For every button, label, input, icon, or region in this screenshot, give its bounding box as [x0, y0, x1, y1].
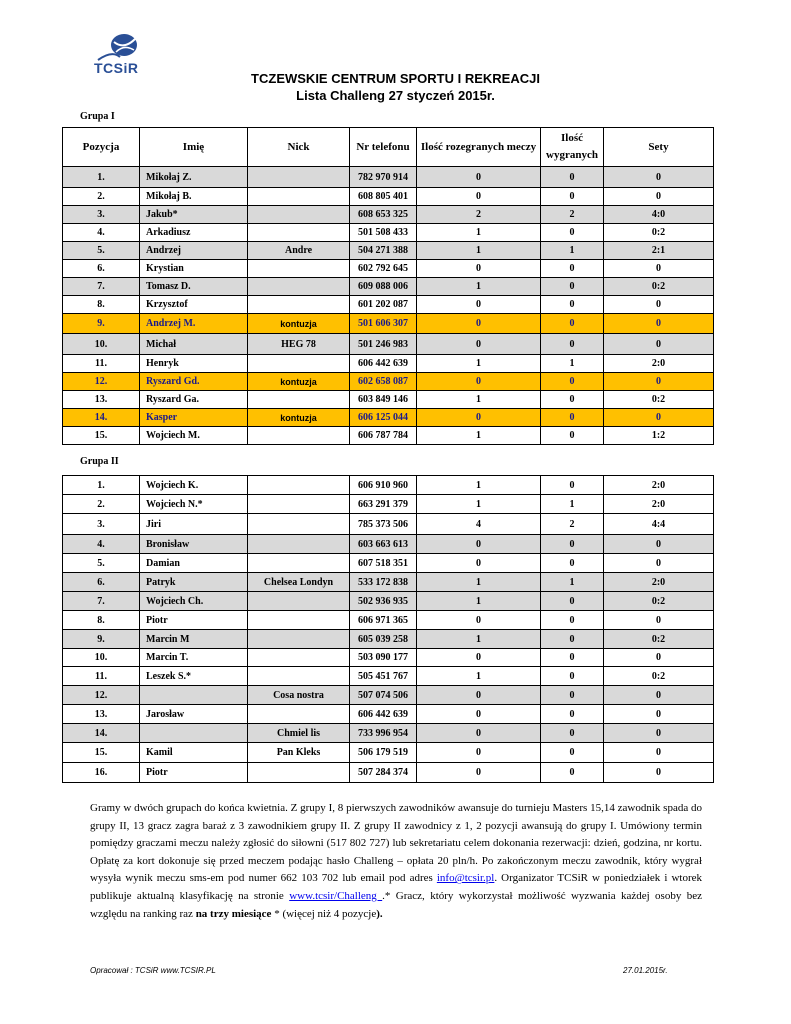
cell-phone: 733 996 954 — [350, 724, 417, 743]
table-row — [63, 495, 714, 514]
cell-played: 1 — [417, 278, 541, 296]
cell-won: 1 — [541, 573, 604, 592]
cell-phone: 501 246 983 — [350, 334, 417, 355]
cell-phone: 608 653 325 — [350, 206, 417, 224]
cell-phone: 609 088 006 — [350, 278, 417, 296]
note-text: Gramy w dwóch grupach do końca kwietnia. Z grupy I, 8 pierwszych zawodników awansuje do turnieju Masters 15,14 zawodnik spada do grupy II, 13 gracz zagra baraż z 3 zawodnikiem grupy II. Z grupy II zawodnicy z 1, 2 pozycji awansują do grupy I. Umówiony termin pomiędzy graczami meczu należy zgłosić do siłowni (517 802 727) lub sekretariatu celem dokonania rezerwacji: dzień, godzina, nr kortu. Opłatę za kort dokonuje się przed meczem podając hasło Challeng – opłata 20 pln/h. Po zakończonym meczu zawodnik, który wygrał wysyła wynik meczu sms-em pod numer 662 103 702 lub email pod adres — [90, 802, 702, 885]
cell-name — [140, 724, 248, 743]
cell-won: 0 — [541, 427, 604, 445]
cell-won: 0 — [541, 260, 604, 278]
cell-name — [140, 686, 248, 705]
table-row — [63, 167, 714, 188]
cell-pos: 1. — [63, 476, 140, 495]
cell-pos: 4. — [63, 224, 140, 242]
cell-phone: 606 442 639 — [350, 705, 417, 724]
cell-won: 0 — [541, 535, 604, 554]
cell-nick — [248, 391, 350, 409]
cell-sets: 0 — [604, 554, 714, 573]
cell-name: Andrzej — [140, 242, 248, 260]
cell-nick: Cosa nostra — [248, 686, 350, 705]
cell-played: 1 — [417, 476, 541, 495]
cell-phone: 601 202 087 — [350, 296, 417, 314]
cell-played: 0 — [417, 314, 541, 334]
cell-nick — [248, 554, 350, 573]
cell-played: 0 — [417, 554, 541, 573]
note-text: . Organizator TCSiR w poniedziałek i wtorek publikuje aktualną klasyfikację na stronie — [90, 872, 702, 902]
cell-nick — [248, 188, 350, 206]
table-row — [63, 188, 714, 206]
cell-pos: 10. — [63, 649, 140, 667]
cell-name: Krystian — [140, 260, 248, 278]
group2-table — [62, 475, 714, 783]
cell-pos: 9. — [63, 630, 140, 649]
cell-won: 0 — [541, 334, 604, 355]
table-row — [63, 649, 714, 667]
table-row — [63, 535, 714, 554]
cell-won: 0 — [541, 391, 604, 409]
cell-name: Andrzej M. — [140, 314, 248, 334]
page-title: TCZEWSKIE CENTRUM SPORTU I REKREACJI — [251, 71, 540, 86]
cell-sets: 0:2 — [604, 391, 714, 409]
cell-nick — [248, 611, 350, 630]
cell-played: 4 — [417, 514, 541, 535]
cell-sets: 0 — [604, 167, 714, 188]
cell-phone: 785 373 506 — [350, 514, 417, 535]
table-row — [63, 611, 714, 630]
cell-nick: kontuzja — [248, 409, 350, 427]
col-header: Sety — [604, 128, 714, 167]
cell-pos: 5. — [63, 554, 140, 573]
cell-played: 1 — [417, 495, 541, 514]
table-header-row — [63, 128, 714, 167]
cell-phone: 606 971 365 — [350, 611, 417, 630]
cell-won: 0 — [541, 630, 604, 649]
cell-name: Wojciech Ch. — [140, 592, 248, 611]
cell-phone: 602 792 645 — [350, 260, 417, 278]
cell-pos: 12. — [63, 686, 140, 705]
cell-sets: 0 — [604, 724, 714, 743]
table-row — [63, 514, 714, 535]
cell-won: 0 — [541, 611, 604, 630]
cell-won: 0 — [541, 724, 604, 743]
cell-played: 0 — [417, 296, 541, 314]
cell-nick — [248, 167, 350, 188]
table-row — [63, 476, 714, 495]
cell-pos: 7. — [63, 592, 140, 611]
cell-won: 1 — [541, 242, 604, 260]
cell-sets: 2:0 — [604, 355, 714, 373]
cell-pos: 13. — [63, 705, 140, 724]
cell-sets: 0 — [604, 260, 714, 278]
cell-played: 1 — [417, 355, 541, 373]
cell-phone: 603 849 146 — [350, 391, 417, 409]
cell-name: Ryszard Ga. — [140, 391, 248, 409]
cell-name: Arkadiusz — [140, 224, 248, 242]
cell-name: Wojciech N.* — [140, 495, 248, 514]
cell-phone: 501 606 307 — [350, 314, 417, 334]
cell-pos: 14. — [63, 409, 140, 427]
cell-phone: 606 125 044 — [350, 409, 417, 427]
col-header: Imię — [140, 128, 248, 167]
cell-played: 1 — [417, 242, 541, 260]
table-row — [63, 278, 714, 296]
cell-pos: 1. — [63, 167, 140, 188]
cell-played: 1 — [417, 427, 541, 445]
note-bold: na trzy miesiące — [195, 907, 272, 920]
cell-sets: 0 — [604, 705, 714, 724]
cell-sets: 0 — [604, 535, 714, 554]
cell-sets: 0:2 — [604, 278, 714, 296]
cell-pos: 7. — [63, 278, 140, 296]
cell-won: 0 — [541, 409, 604, 427]
table-row — [63, 686, 714, 705]
cell-nick — [248, 535, 350, 554]
cell-nick — [248, 630, 350, 649]
cell-pos: 10. — [63, 334, 140, 355]
cell-pos: 4. — [63, 535, 140, 554]
cell-pos: 2. — [63, 495, 140, 514]
cell-phone: 603 663 613 — [350, 535, 417, 554]
note-text: .* Gracz, który wykorzystał możliwość wyzwania każdej osoby bez względu na ranking raz — [90, 889, 702, 920]
cell-name: Piotr — [140, 611, 248, 630]
cell-pos: 9. — [63, 314, 140, 334]
cell-played: 0 — [417, 763, 541, 783]
cell-pos: 6. — [63, 260, 140, 278]
cell-sets: 1:2 — [604, 427, 714, 445]
cell-played: 0 — [417, 260, 541, 278]
cell-won: 1 — [541, 355, 604, 373]
cell-phone: 606 910 960 — [350, 476, 417, 495]
cell-played: 1 — [417, 630, 541, 649]
cell-pos: 12. — [63, 373, 140, 391]
cell-sets: 0:2 — [604, 630, 714, 649]
cell-sets: 0:2 — [604, 667, 714, 686]
cell-name: Michał — [140, 334, 248, 355]
cell-name: Kasper — [140, 409, 248, 427]
cell-nick — [248, 355, 350, 373]
cell-nick: Andre — [248, 242, 350, 260]
cell-pos: 3. — [63, 206, 140, 224]
cell-won: 0 — [541, 554, 604, 573]
note-bold: ). — [376, 907, 383, 920]
cell-won: 0 — [541, 476, 604, 495]
cell-played: 0 — [417, 705, 541, 724]
cell-nick — [248, 476, 350, 495]
table-row — [63, 242, 714, 260]
cell-sets: 0 — [604, 296, 714, 314]
cell-sets: 4:4 — [604, 514, 714, 535]
cell-phone: 608 805 401 — [350, 188, 417, 206]
cell-sets: 2:0 — [604, 495, 714, 514]
cell-pos: 5. — [63, 242, 140, 260]
cell-pos: 14. — [63, 724, 140, 743]
cell-pos: 8. — [63, 296, 140, 314]
cell-played: 0 — [417, 743, 541, 763]
cell-phone: 507 074 506 — [350, 686, 417, 705]
cell-nick — [248, 649, 350, 667]
cell-sets: 2:0 — [604, 476, 714, 495]
table-row — [63, 705, 714, 724]
cell-name: Jiri — [140, 514, 248, 535]
cell-sets: 0:2 — [604, 592, 714, 611]
cell-sets: 0 — [604, 649, 714, 667]
cell-nick — [248, 705, 350, 724]
cell-played: 0 — [417, 611, 541, 630]
table-row — [63, 355, 714, 373]
cell-won: 0 — [541, 705, 604, 724]
cell-name: Piotr — [140, 763, 248, 783]
cell-won: 0 — [541, 224, 604, 242]
cell-won: 0 — [541, 649, 604, 667]
cell-phone: 506 179 519 — [350, 743, 417, 763]
cell-sets: 0 — [604, 373, 714, 391]
cell-sets: 0 — [604, 409, 714, 427]
cell-nick — [248, 278, 350, 296]
cell-name: Tomasz D. — [140, 278, 248, 296]
cell-phone: 533 172 838 — [350, 573, 417, 592]
cell-played: 1 — [417, 391, 541, 409]
cell-name: Marcin M — [140, 630, 248, 649]
cell-phone: 663 291 379 — [350, 495, 417, 514]
cell-played: 2 — [417, 206, 541, 224]
cell-pos: 2. — [63, 188, 140, 206]
cell-nick — [248, 514, 350, 535]
cell-nick — [248, 206, 350, 224]
cell-pos: 13. — [63, 391, 140, 409]
cell-nick — [248, 495, 350, 514]
cell-played: 1 — [417, 667, 541, 686]
cell-pos: 3. — [63, 514, 140, 535]
cell-played: 0 — [417, 724, 541, 743]
cell-nick: Chelsea Londyn — [248, 573, 350, 592]
cell-nick: HEG 78 — [248, 334, 350, 355]
table-row — [63, 409, 714, 427]
cell-name: Ryszard Gd. — [140, 373, 248, 391]
col-header: Ilość wygranych — [541, 128, 604, 167]
cell-won: 0 — [541, 373, 604, 391]
cell-played: 0 — [417, 334, 541, 355]
cell-nick — [248, 763, 350, 783]
cell-won: 0 — [541, 314, 604, 334]
cell-won: 0 — [541, 167, 604, 188]
cell-pos: 8. — [63, 611, 140, 630]
cell-played: 0 — [417, 686, 541, 705]
cell-name: Jarosław — [140, 705, 248, 724]
cell-nick: Chmiel lis — [248, 724, 350, 743]
cell-played: 0 — [417, 409, 541, 427]
group2-label: Grupa II — [80, 456, 119, 467]
cell-nick — [248, 667, 350, 686]
cell-sets: 0 — [604, 188, 714, 206]
cell-won: 0 — [541, 296, 604, 314]
table-row — [63, 296, 714, 314]
cell-phone: 501 508 433 — [350, 224, 417, 242]
cell-won: 2 — [541, 206, 604, 224]
cell-name: Patryk — [140, 573, 248, 592]
group1-label: Grupa I — [80, 111, 115, 122]
cell-sets: 0 — [604, 314, 714, 334]
table-row — [63, 630, 714, 649]
cell-won: 0 — [541, 188, 604, 206]
col-header: Ilość rozegranych meczy — [417, 128, 541, 167]
cell-played: 1 — [417, 224, 541, 242]
table-row — [63, 224, 714, 242]
cell-nick: Pan Kleks — [248, 743, 350, 763]
cell-sets: 0 — [604, 611, 714, 630]
table-row — [63, 554, 714, 573]
col-header: Nick — [248, 128, 350, 167]
cell-sets: 0:2 — [604, 224, 714, 242]
cell-nick — [248, 260, 350, 278]
cell-phone: 605 039 258 — [350, 630, 417, 649]
cell-phone: 602 658 087 — [350, 373, 417, 391]
table-row — [63, 592, 714, 611]
group1-table — [62, 127, 714, 445]
cell-pos: 15. — [63, 427, 140, 445]
cell-won: 0 — [541, 743, 604, 763]
cell-played: 1 — [417, 592, 541, 611]
cell-name: Henryk — [140, 355, 248, 373]
cell-phone: 607 518 351 — [350, 554, 417, 573]
cell-phone: 503 090 177 — [350, 649, 417, 667]
cell-played: 0 — [417, 188, 541, 206]
cell-played: 0 — [417, 649, 541, 667]
cell-phone: 504 271 388 — [350, 242, 417, 260]
table-row — [63, 667, 714, 686]
cell-won: 1 — [541, 495, 604, 514]
cell-name: Krzysztof — [140, 296, 248, 314]
cell-played: 0 — [417, 167, 541, 188]
cell-sets: 0 — [604, 686, 714, 705]
cell-name: Damian — [140, 554, 248, 573]
cell-sets: 4:0 — [604, 206, 714, 224]
footer-left: Opracował : TCSiR www.TCSIR.PL — [90, 966, 216, 975]
cell-won: 2 — [541, 514, 604, 535]
table-row — [63, 334, 714, 355]
cell-won: 0 — [541, 278, 604, 296]
cell-sets: 2:1 — [604, 242, 714, 260]
table-row — [63, 763, 714, 783]
table-row — [63, 373, 714, 391]
cell-name: Kamil — [140, 743, 248, 763]
cell-name: Wojciech M. — [140, 427, 248, 445]
note-text: * (więcej niż 4 pozycje — [271, 907, 377, 920]
logo-text: TCSiR — [94, 60, 139, 76]
table-row — [63, 314, 714, 334]
cell-pos: 16. — [63, 763, 140, 783]
col-header: Pozycja — [63, 128, 140, 167]
cell-phone: 782 970 914 — [350, 167, 417, 188]
cell-nick: kontuzja — [248, 373, 350, 391]
table-row — [63, 724, 714, 743]
cell-phone: 502 936 935 — [350, 592, 417, 611]
table-row — [63, 573, 714, 592]
cell-name: Wojciech K. — [140, 476, 248, 495]
cell-pos: 6. — [63, 573, 140, 592]
cell-name: Leszek S.* — [140, 667, 248, 686]
page-subtitle: Lista Challeng 27 styczeń 2015r. — [296, 88, 495, 103]
cell-phone: 606 442 639 — [350, 355, 417, 373]
cell-sets: 0 — [604, 743, 714, 763]
cell-nick: kontuzja — [248, 314, 350, 334]
table-row — [63, 391, 714, 409]
cell-pos: 11. — [63, 667, 140, 686]
website-link[interactable]: www.tcsir/Challeng — [289, 889, 383, 902]
cell-nick — [248, 592, 350, 611]
cell-pos: 11. — [63, 355, 140, 373]
rules-note — [90, 800, 702, 923]
cell-won: 0 — [541, 686, 604, 705]
cell-played: 1 — [417, 573, 541, 592]
cell-pos: 15. — [63, 743, 140, 763]
email-link[interactable]: info@tcsir.pl — [436, 872, 495, 885]
table-row — [63, 427, 714, 445]
cell-name: Bronisław — [140, 535, 248, 554]
cell-sets: 0 — [604, 763, 714, 783]
cell-sets: 2:0 — [604, 573, 714, 592]
cell-name: Marcin T. — [140, 649, 248, 667]
cell-won: 0 — [541, 667, 604, 686]
table-row — [63, 260, 714, 278]
cell-phone: 507 284 374 — [350, 763, 417, 783]
cell-nick — [248, 427, 350, 445]
cell-name: Jakub* — [140, 206, 248, 224]
col-header: Nr telefonu — [350, 128, 417, 167]
table-row — [63, 206, 714, 224]
cell-won: 0 — [541, 592, 604, 611]
cell-sets: 0 — [604, 334, 714, 355]
cell-phone: 606 787 784 — [350, 427, 417, 445]
cell-name: Mikołaj Z. — [140, 167, 248, 188]
cell-won: 0 — [541, 763, 604, 783]
table-row — [63, 743, 714, 763]
cell-nick — [248, 296, 350, 314]
cell-played: 0 — [417, 373, 541, 391]
cell-played: 0 — [417, 535, 541, 554]
cell-nick — [248, 224, 350, 242]
cell-name: Mikołaj B. — [140, 188, 248, 206]
footer-date: 27.01.2015r. — [623, 966, 668, 975]
cell-phone: 505 451 767 — [350, 667, 417, 686]
